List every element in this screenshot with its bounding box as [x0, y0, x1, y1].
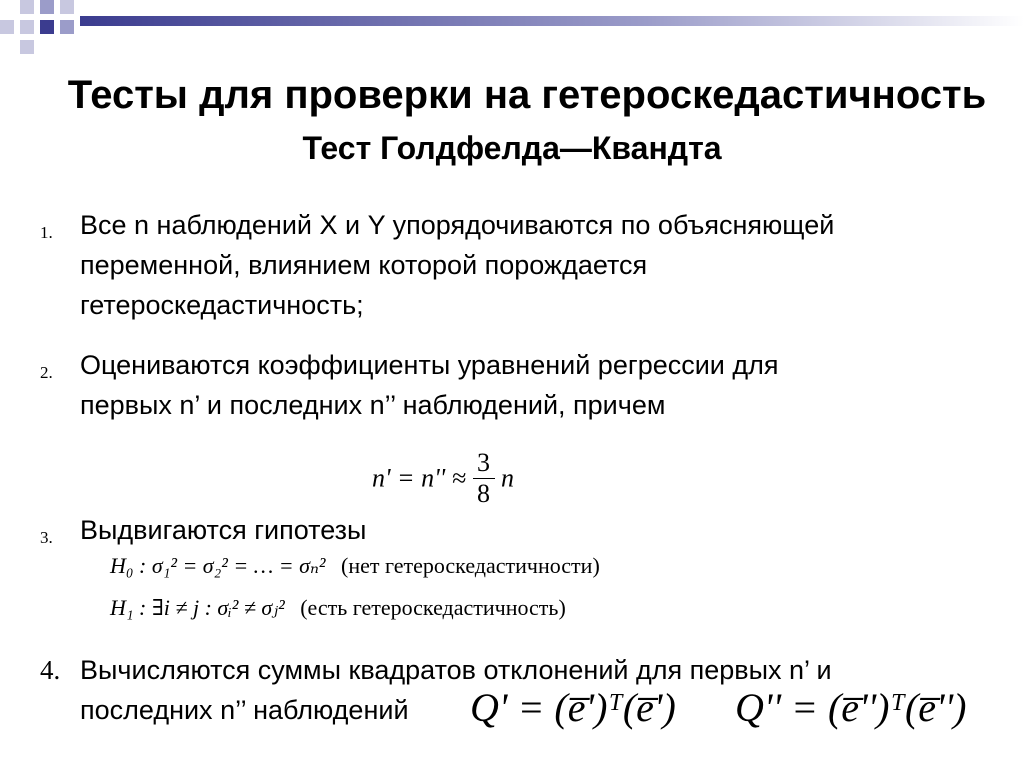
- text-line: гетероскедастичность;: [80, 290, 364, 320]
- fraction-denominator: 8: [477, 479, 490, 508]
- text-line: последних n’’ наблюдений: [80, 695, 409, 725]
- h0-note: (нет гетероскедастичности): [341, 553, 600, 578]
- text-line: Оцениваются коэффициенты уравнений регрессии для: [80, 350, 779, 380]
- hypothesis-h0: [110, 553, 600, 579]
- list-number: 2.: [40, 363, 53, 382]
- slide-subtitle: Тест Голдфелда—Квандта: [302, 130, 722, 166]
- list-item-text: [80, 205, 990, 325]
- text-line: первых n’ и последних n’’ наблюдений, причем: [80, 390, 666, 420]
- text-line: Вычисляются суммы квадратов отклонений для первых n’ и: [80, 655, 832, 685]
- hypothesis-h1: [110, 595, 566, 621]
- list-number: 3.: [40, 528, 53, 547]
- list-item-text: [80, 510, 990, 550]
- formula-rhs: n: [501, 463, 514, 493]
- split-formula: [372, 448, 514, 509]
- text-line: Все n наблюдений X и Y упорядочиваются по объясняющей: [80, 210, 835, 240]
- text-line: Выдвигаются гипотезы: [80, 515, 367, 545]
- list-number: 4.: [40, 655, 61, 685]
- list-number: 1.: [40, 223, 53, 242]
- fraction-numerator: 3: [477, 448, 490, 477]
- decorative-header: [0, 0, 1024, 60]
- h1-note: (есть гетероскедастичность): [300, 595, 566, 620]
- fraction: [473, 448, 495, 509]
- q1-formula: Q' = (e̅')ᵀ(e̅'): [470, 685, 676, 730]
- formula-lhs: n' = n'' ≈: [372, 463, 466, 493]
- h0-expression: H₀ : σ₁² = σ₂² = … = σₙ²: [110, 553, 326, 578]
- text-line: переменной, влиянием которой порождается: [80, 250, 648, 280]
- q2-formula: Q'' = (e̅'')ᵀ(e̅''): [735, 685, 967, 730]
- list-item-text: [80, 345, 990, 425]
- h1-expression: H₁ : ∃i ≠ j : σᵢ² ≠ σⱼ²: [110, 595, 285, 620]
- slide-title-text: Тесты для проверки на гетероскедастичность: [67, 73, 987, 117]
